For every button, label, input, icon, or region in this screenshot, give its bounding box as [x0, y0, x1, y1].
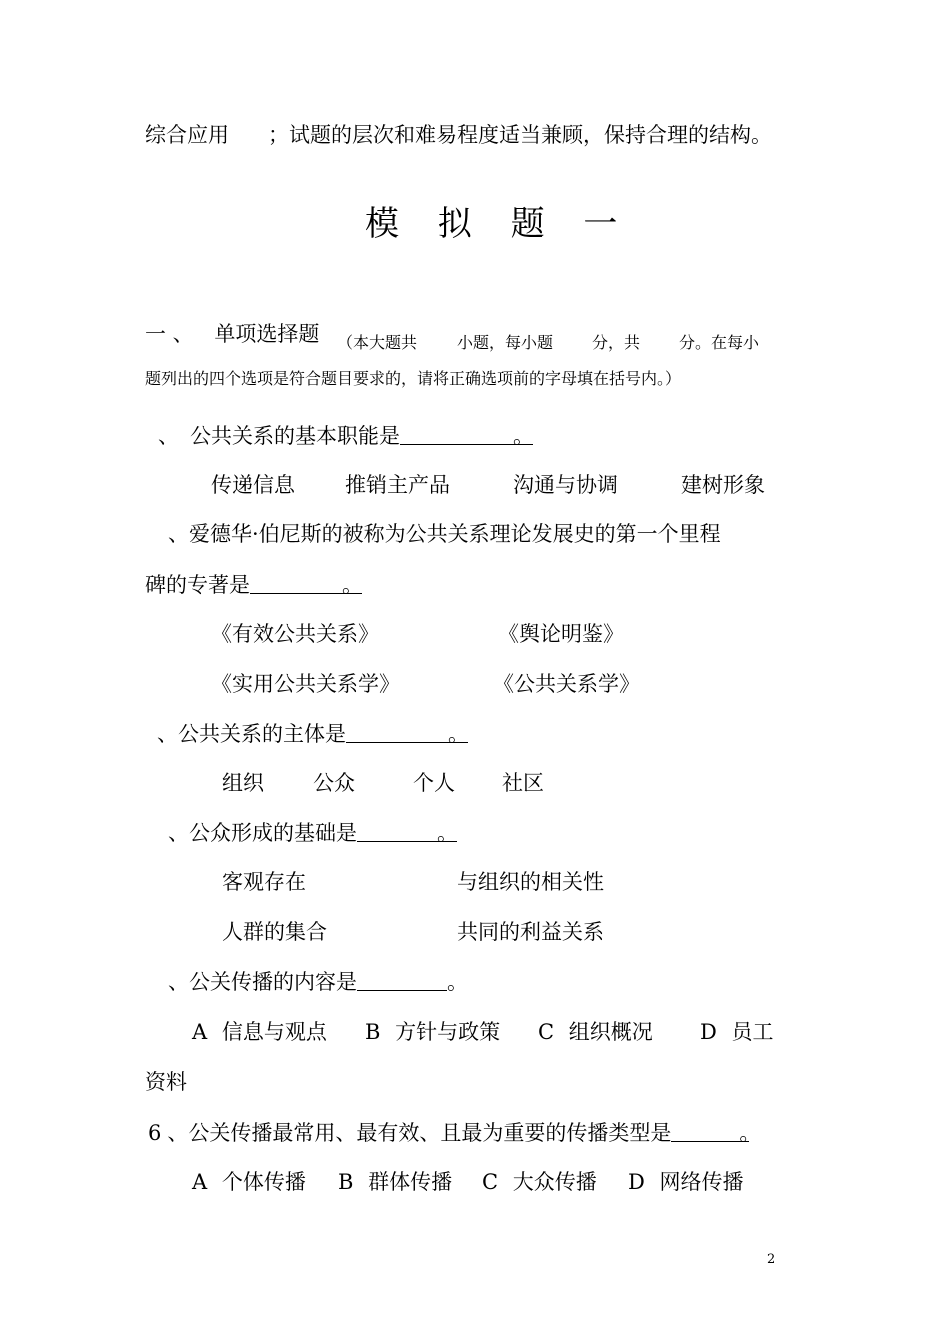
q1-stem-line: [190, 422, 533, 450]
q6-end: 。: [739, 1121, 761, 1145]
q5-option-a-text: 信息与观点: [221, 1020, 327, 1044]
q2-option-4: 《公共关系学》: [493, 672, 640, 696]
q2-stem-line2-wrap: [145, 571, 362, 599]
section-heading: [145, 320, 319, 348]
q3-stem-line: [157, 720, 468, 748]
q6-option-c-letter: C: [482, 1170, 499, 1194]
section-note-a: （本大题共: [337, 333, 418, 352]
q5-option-b-letter: B: [365, 1020, 381, 1044]
q6-option-d: [628, 1168, 744, 1196]
q3-option-3: 个人: [413, 771, 455, 795]
q4-option-1: 客观存在: [222, 870, 306, 894]
q1-option-3: 沟通与协调: [513, 473, 618, 497]
q6-option-d-text: 网络传播: [659, 1170, 744, 1194]
q2-option-3: 《实用公共关系学》: [211, 672, 400, 696]
q4-answer-blank: [357, 819, 458, 845]
section-note-line2: 题列出的四个选项是符合题目要求的，请将正确选项前的字母填在括号内。）: [145, 369, 682, 388]
q6-option-b: [338, 1168, 452, 1196]
intro-right: ；试题的层次和难易程度适当兼顾，保持合理的结构。: [268, 123, 772, 147]
q5-option-a: [192, 1018, 327, 1046]
q5-stem: 、公关传播的内容是: [168, 970, 357, 994]
q4-stem: 、公众形成的基础是: [168, 821, 357, 845]
q5-option-a-letter: A: [192, 1020, 208, 1044]
q6-option-b-letter: B: [338, 1170, 354, 1194]
q6-number: 6: [148, 1121, 162, 1145]
q5-option-d-letter: D: [700, 1020, 717, 1044]
q5-option-c: [538, 1018, 653, 1046]
q5-option-d: [700, 1018, 774, 1046]
q4-option-2: 与组织的相关性: [457, 870, 604, 894]
q1-answer-blank: [400, 422, 534, 448]
q3-end: 。: [448, 722, 469, 746]
q6-option-d-letter: D: [628, 1170, 645, 1194]
q3-option-1: 组织: [222, 771, 264, 795]
q6-stem: 、公关传播最常用、最有效、且最为重要的传播类型是: [167, 1121, 672, 1145]
q5-option-b-text: 方针与政策: [395, 1020, 501, 1044]
q2-answer-blank: [250, 571, 363, 597]
q5-option-c-letter: C: [538, 1020, 555, 1044]
q1-prefix: 、: [158, 424, 179, 448]
q6-option-c-text: 大众传播: [512, 1170, 597, 1194]
q1-option-1: 传递信息: [211, 473, 295, 497]
section-note-d: 分。在每小: [679, 333, 760, 352]
q1-end: 。: [513, 424, 534, 448]
q3-answer-blank: [346, 720, 469, 746]
intro-left: 综合应用: [145, 123, 229, 147]
q2-stem-line1: 、爱德华·伯尼斯的被称为公共关系理论发展史的第一个里程: [168, 522, 721, 546]
q6-stem-line: [148, 1119, 761, 1147]
q5-option-c-text: 组织概况: [568, 1020, 653, 1044]
q2-option-1: 《有效公共关系》: [211, 622, 379, 646]
q6-option-b-text: 群体传播: [368, 1170, 453, 1194]
q5-end: 。: [447, 970, 468, 994]
q5-option-d-text: 员工: [731, 1020, 774, 1044]
section-number: 一 、: [145, 322, 194, 346]
q6-answer-blank: [671, 1119, 761, 1145]
q1-option-4: 建树形象: [681, 473, 765, 497]
q6-option-a: [192, 1168, 306, 1196]
q4-stem-line: [168, 819, 457, 847]
q2-option-2: 《舆论明鉴》: [498, 622, 624, 646]
page-title: 模 拟 题 一: [365, 204, 632, 244]
q4-end: 。: [437, 821, 458, 845]
q3-option-2: 公众: [313, 771, 355, 795]
q3-stem: 、公共关系的主体是: [157, 722, 346, 746]
q6-option-a-text: 个体传播: [221, 1170, 306, 1194]
section-note-b: 小题，每小题: [457, 333, 554, 352]
q3-option-4: 社区: [502, 771, 544, 795]
q5-answer-blank: [357, 968, 468, 994]
intro-line: [145, 121, 229, 149]
section-title: 单项选择题: [214, 322, 320, 346]
q4-option-3: 人群的集合: [222, 920, 327, 944]
q2-stem-line2: 碑的专著是: [145, 573, 250, 597]
section-note-c: 分，共: [592, 333, 641, 352]
q1-stem: 公共关系的基本职能是: [190, 424, 400, 448]
q5-stem-line: [168, 968, 468, 996]
q5-option-b: [365, 1018, 500, 1046]
q2-end: 。: [342, 573, 363, 597]
q4-option-4: 共同的利益关系: [457, 920, 604, 944]
page-number: 2: [767, 1252, 776, 1267]
q1-option-2: 推销主产品: [345, 473, 450, 497]
q6-option-a-letter: A: [192, 1170, 208, 1194]
q6-option-c: [482, 1168, 597, 1196]
q5-option-d-wrap: 资料: [145, 1070, 187, 1094]
intro-right-line: [268, 121, 772, 149]
